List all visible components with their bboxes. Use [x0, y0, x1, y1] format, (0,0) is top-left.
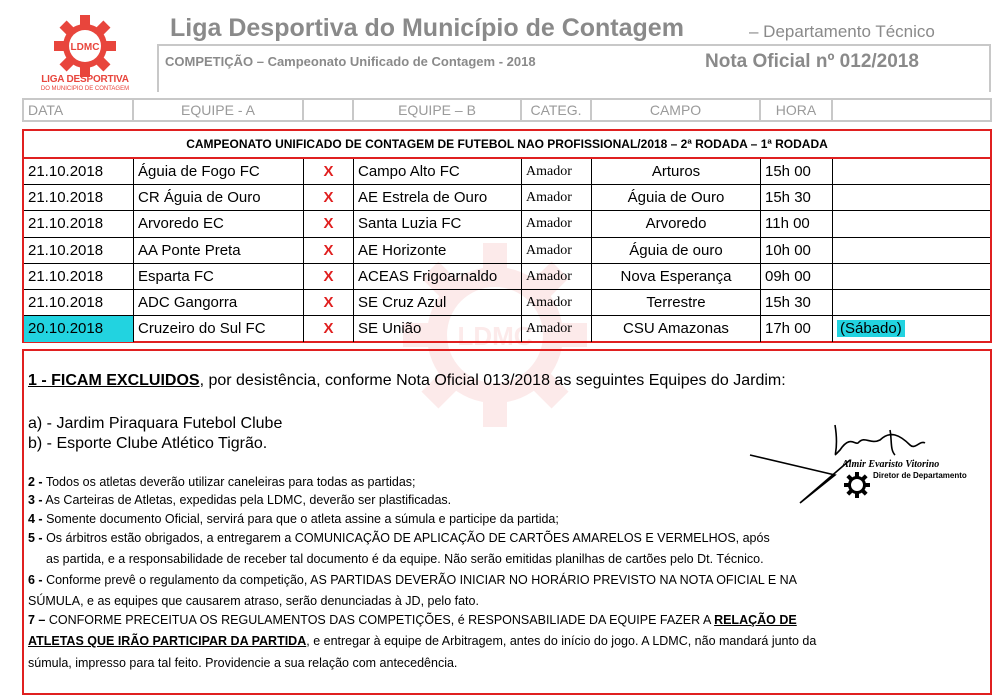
game-team-a: Cruzeiro do Sul FC — [134, 316, 304, 342]
note-4 — [28, 512, 559, 526]
note-5a — [28, 531, 770, 545]
games-table — [22, 129, 992, 343]
game-row — [24, 159, 990, 185]
col-categoria: CATEG. — [522, 100, 592, 120]
note-2-text: Todos os atletas deverão utilizar caneleiras para todas as partidas; — [42, 475, 416, 489]
game-date: 21.10.2018 — [24, 238, 134, 263]
col-equipe-a: EQUIPE - A — [134, 100, 304, 120]
note-7-num: 7 – — [28, 613, 46, 627]
game-vs: X — [304, 290, 354, 315]
col-campo: CAMPO — [592, 100, 761, 120]
games-table-title: CAMPEONATO UNIFICADO DE CONTAGEM DE FUTEBOL NAO PROFISSIONAL/2018 – 2ª RODADA – 1ª RODADA — [24, 131, 990, 159]
competition-name: COMPETIÇÃO – Campeonato Unificado de Contagem - 2018 — [165, 54, 536, 69]
game-team-b: ACEAS Frigoarnaldo — [354, 264, 522, 289]
game-date: 20.10.2018 — [24, 316, 134, 342]
game-category: Amador — [522, 316, 592, 342]
game-team-b: Santa Luzia FC — [354, 211, 522, 236]
game-date: 21.10.2018 — [24, 290, 134, 315]
game-time: 11h 00 — [761, 211, 833, 236]
game-team-a: Águia de Fogo FC — [134, 159, 304, 184]
note-6b: SÚMULA, e as equipes que causarem atraso, serão denunciadas à JD, pelo fato. — [28, 594, 479, 608]
game-team-a: Esparta FC — [134, 264, 304, 289]
note-1-head: 1 - FICAM EXCLUIDOS — [28, 372, 200, 389]
note-5-text-a: Os árbitros estão obrigados, a entregarem a COMUNICAÇÃO DE APLICAÇÃO DE CARTÕES AMARELOS E VERMELHOS, após — [42, 531, 770, 545]
game-obs — [833, 290, 990, 315]
game-vs: X — [304, 185, 354, 210]
watermark-text: LDMC — [457, 321, 533, 351]
game-category: Amador — [522, 211, 592, 236]
excluded-team-a: a) - Jardim Piraquara Futebol Clube — [28, 415, 283, 432]
game-obs — [833, 238, 990, 263]
game-category: Amador — [522, 159, 592, 184]
game-field: Arturos — [592, 159, 761, 184]
game-date: 21.10.2018 — [24, 264, 134, 289]
game-date: 21.10.2018 — [24, 185, 134, 210]
game-row — [24, 264, 990, 290]
note-6-num: 6 - — [28, 573, 43, 587]
game-obs — [833, 211, 990, 236]
game-row — [24, 185, 990, 211]
logo-subtitle: DO MUNICIPIO DE CONTAGEM — [40, 86, 130, 92]
game-row — [24, 290, 990, 316]
game-team-b: SE União — [354, 316, 522, 342]
note-1 — [28, 372, 786, 390]
col-obs — [833, 100, 990, 120]
note-5b: as partida, e a responsabilidade de receber tal documento é da equipe. Não serão emitidas planilhas de cartões pelo Dt. Técnico. — [46, 552, 764, 566]
game-team-b: AE Estrela de Ouro — [354, 185, 522, 210]
note-5-num: 5 - — [28, 531, 43, 545]
game-field: Águia de ouro — [592, 238, 761, 263]
game-field: Águia de Ouro — [592, 185, 761, 210]
col-data: DATA — [24, 100, 134, 120]
logo-badge-text: LDMC — [70, 42, 100, 53]
game-time: 10h 00 — [761, 238, 833, 263]
col-vs — [304, 100, 354, 120]
game-category: Amador — [522, 290, 592, 315]
game-team-b: SE Cruz Azul — [354, 290, 522, 315]
game-time: 15h 30 — [761, 185, 833, 210]
signature-role: Diretor de Departamento — [873, 471, 967, 480]
note-6-text-a: Conforme prevê o regulamento da competição, AS PARTIDAS DEVERÃO INICIAR NO HORÁRIO PREVISTO NA NOTA OFICIAL E NA — [42, 573, 798, 587]
game-field: Terrestre — [592, 290, 761, 315]
note-7-text-b: , e entregar à equipe de Arbitragem, antes do início do jogo. A LDMC, não mandará junto da — [306, 634, 817, 648]
department-title: – Departamento Técnico — [749, 22, 935, 41]
game-vs: X — [304, 159, 354, 184]
col-equipe-b: EQUIPE – B — [354, 100, 522, 120]
nota-oficial-number: Nota Oficial nº 012/2018 — [705, 51, 919, 72]
game-team-a: CR Águia de Ouro — [134, 185, 304, 210]
game-obs — [833, 316, 990, 342]
column-header-row — [22, 98, 992, 122]
note-7a — [28, 613, 797, 627]
note-4-num: 4 - — [28, 512, 43, 526]
game-row — [24, 211, 990, 237]
game-vs: X — [304, 264, 354, 289]
excluded-team-b: b) - Esporte Clube Atlético Tigrão. — [28, 435, 268, 452]
note-4-text: Somente documento Oficial, servirá para que o atleta assine a súmula e participe da partida; — [42, 512, 559, 526]
note-7-underline-b: ATLETAS QUE IRÃO PARTICIPAR DA PARTIDA — [28, 634, 307, 648]
col-hora: HORA — [761, 100, 833, 120]
signature-name: Almir Evaristo Vitorino — [842, 459, 940, 470]
game-category: Amador — [522, 238, 592, 263]
game-field: Nova Esperança — [592, 264, 761, 289]
game-obs — [833, 264, 990, 289]
game-obs — [833, 159, 990, 184]
game-time: 15h 30 — [761, 290, 833, 315]
game-team-a: ADC Gangorra — [134, 290, 304, 315]
logo-name: LIGA DESPORTIVA — [41, 74, 129, 85]
game-obs-text: (Sábado) — [837, 320, 905, 337]
game-team-b: AE Horizonte — [354, 238, 522, 263]
note-3-num: 3 - — [28, 493, 43, 507]
note-6a — [28, 573, 797, 587]
game-date: 21.10.2018 — [24, 159, 134, 184]
note-2-num: 2 - — [28, 475, 43, 489]
game-time: 09h 00 — [761, 264, 833, 289]
game-date: 21.10.2018 — [24, 211, 134, 236]
page-title: Liga Desportiva do Município de Contagem — [170, 14, 684, 42]
game-time: 15h 00 — [761, 159, 833, 184]
game-field: CSU Amazonas — [592, 316, 761, 342]
note-7-underline-a: RELAÇÃO DE — [714, 613, 797, 627]
game-vs: X — [304, 211, 354, 236]
note-7-text-a: CONFORME PRECEITUA OS REGULAMENTOS DAS COMPETIÇÕES, é RESPONSABILIADE DA EQUIPE FAZER A — [45, 613, 715, 627]
game-row — [24, 238, 990, 264]
game-obs — [833, 185, 990, 210]
note-7b — [28, 634, 816, 648]
game-team-b: Campo Alto FC — [354, 159, 522, 184]
note-2 — [28, 475, 416, 489]
game-time: 17h 00 — [761, 316, 833, 342]
game-vs: X — [304, 316, 354, 342]
game-field: Arvoredo — [592, 211, 761, 236]
note-1-text: , por desistência, conforme Nota Oficial 013/2018 as seguintes Equipes do Jardim: — [199, 372, 786, 389]
note-7c: súmula, impresso para tal feito. Providencie a sua relação com antecedência. — [28, 656, 458, 670]
note-3 — [28, 493, 451, 507]
game-row — [24, 316, 990, 342]
signature-gear-icon — [844, 472, 870, 498]
game-team-a: AA Ponte Preta — [134, 238, 304, 263]
game-category: Amador — [522, 264, 592, 289]
game-team-a: Arvoredo EC — [134, 211, 304, 236]
game-vs: X — [304, 238, 354, 263]
game-category: Amador — [522, 185, 592, 210]
note-3-text: As Carteiras de Atletas, expedidas pela LDMC, deverão ser plastificadas. — [42, 493, 452, 507]
